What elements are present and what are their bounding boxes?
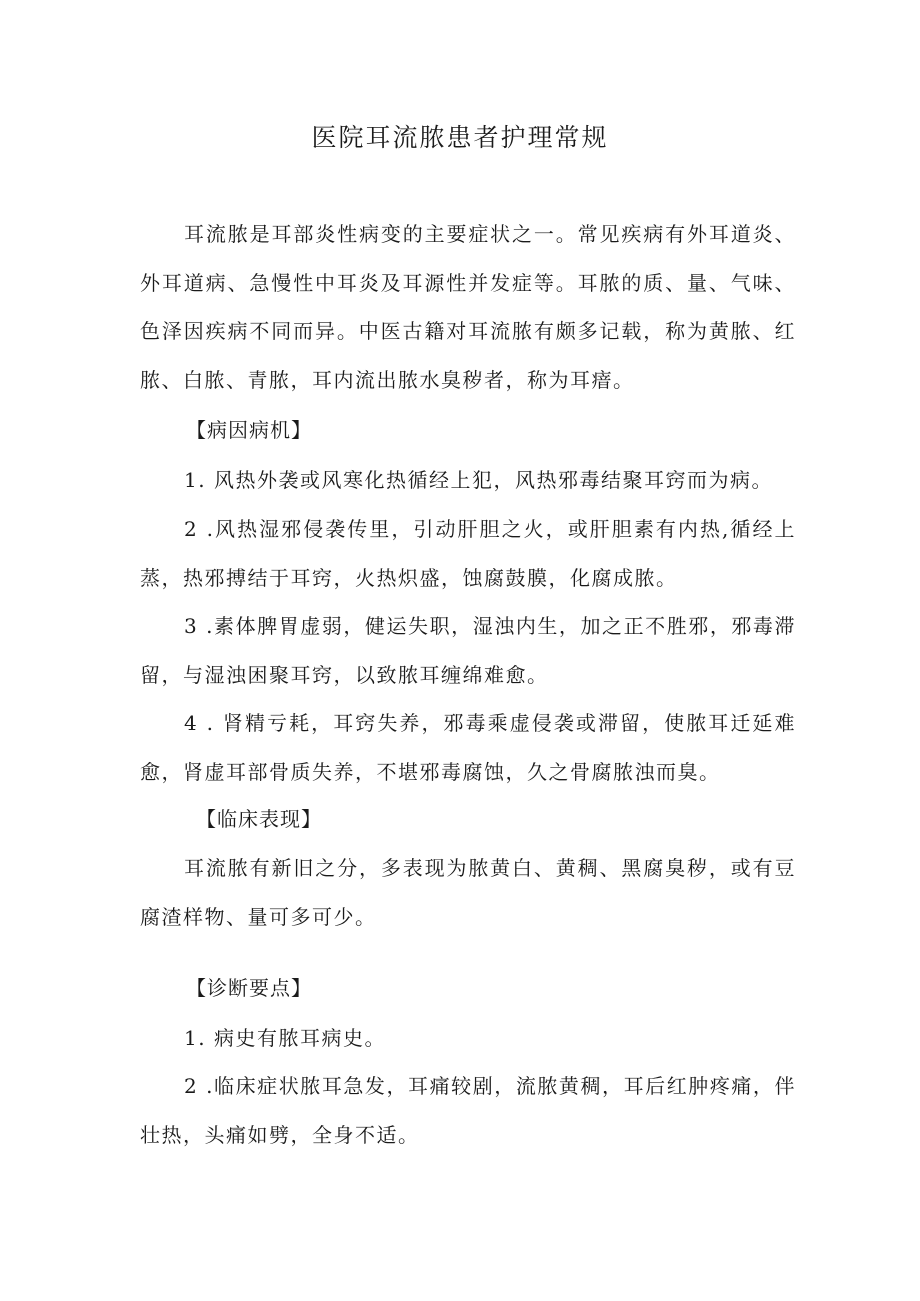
section-heading-etiology: 【病因病机】	[186, 418, 312, 442]
etiology-item-1: 1. 风热外袭或风寒化热循经上犯，风热邪毒结聚耳窍而为病。	[184, 468, 773, 492]
clinical-paragraph: 耳流脓有新旧之分，多表现为脓黄白、黄稠、黑腐臭秽，或有豆腐渣样物、量可多可少。	[140, 856, 796, 929]
diagnosis-item-1: 1. 病史有脓耳病史。	[184, 1026, 386, 1050]
etiology-item-4: 4 . 肾精亏耗，耳窍失养，邪毒乘虚侵袭或滞留，使脓耳迁延难愈，肾虚耳部骨质失养，不堪邪毒腐蚀，久之骨腐脓浊而臭。	[140, 711, 796, 784]
diagnosis-item-2: 2 .临床症状脓耳急发，耳痛较剧，流脓黄稠，耳后红肿疼痛，伴壮热，头痛如劈，全身不适。	[140, 1074, 796, 1147]
document-title: 医院耳流脓患者护理常规	[311, 123, 609, 152]
section-heading-clinical: 【临床表现】	[196, 807, 322, 831]
section-heading-diagnosis: 【诊断要点】	[186, 976, 312, 1000]
intro-paragraph: 耳流脓是耳部炎性病变的主要症状之一。常见疾病有外耳道炎、外耳道病、急慢性中耳炎及耳源性并发症等。耳脓的质、量、气味、色泽因疾病不同而异。中医古籍对耳流脓有颇多记载，称为黄脓、红脓、白脓、青脓，耳内流出脓水臭秽者，称为耳瘖。	[140, 222, 796, 392]
etiology-item-3: 3 .素体脾胃虚弱，健运失职，湿浊内生，加之正不胜邪，邪毒滞留，与湿浊困聚耳窍，以致脓耳缠绵难愈。	[140, 614, 796, 687]
etiology-item-2: 2 .风热湿邪侵袭传里，引动肝胆之火，或肝胆素有内热,循经上蒸，热邪搏结于耳窍，火热炽盛，蚀腐鼓膜，化腐成脓。	[140, 517, 796, 590]
